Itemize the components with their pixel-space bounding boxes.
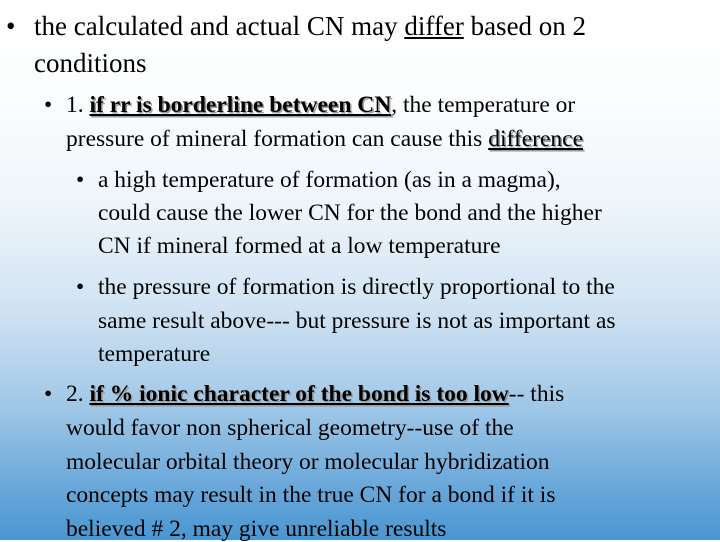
bullet-3-line-3: CN if mineral formed at a low temperature — [98, 233, 501, 259]
bullet-2-line-2 — [66, 128, 583, 152]
bullet-1-underlined-word: differ — [404, 11, 464, 41]
bullet-marker: • — [44, 92, 53, 118]
bullet-5-line-3: molecular orbital theory or molecular hybridization — [66, 449, 550, 475]
bullet-5-line-2: would favor non spherical geometry--use of the — [66, 415, 514, 441]
bullet-3-line-1: a high temperature of formation (as in a magma), — [98, 167, 561, 193]
bullet-2-emphasis: if rr is borderline between CN — [89, 92, 392, 118]
bullet-3-line-2: could cause the lower CN for the bond and the higher — [98, 200, 602, 226]
bullet-marker: • — [6, 11, 16, 41]
bullet-5-line-5: believed # 2, may give unreliable results — [66, 516, 447, 542]
bullet-marker: • — [76, 167, 85, 193]
bullet-5-emphasis: if % ionic character of the bond is too low — [89, 381, 509, 407]
bullet-1-text-post: based on 2 — [463, 11, 587, 41]
bullet-1-text-pre: the calculated and actual CN may — [34, 11, 405, 41]
bullet-2-number: 1. — [66, 92, 90, 118]
bullet-2-underlined-word: difference — [488, 126, 584, 152]
bullet-1-line-1 — [34, 13, 586, 40]
bullet-2-line-2-pre: pressure of mineral formation can cause this — [66, 126, 489, 152]
bullet-marker: • — [76, 274, 85, 300]
bullet-5-line-4: concepts may result in the true CN for a bond if it is — [66, 482, 556, 508]
bullet-5-text-post: -- this — [508, 381, 565, 407]
bullet-4-line-2: same result above--- but pressure is not as important as — [98, 308, 616, 334]
bullet-4-line-3: temperature — [98, 341, 211, 367]
bullet-1-line-2: conditions — [34, 48, 147, 78]
bullet-5-number: 2. — [66, 381, 90, 407]
bullet-2-text-post: , the temperature or — [391, 92, 576, 118]
bullet-marker: • — [44, 381, 53, 407]
bullet-4-line-1: the pressure of formation is directly proportional to the — [98, 274, 615, 300]
bullet-2-line-1 — [66, 94, 575, 118]
bullet-5-line-1 — [66, 383, 564, 407]
